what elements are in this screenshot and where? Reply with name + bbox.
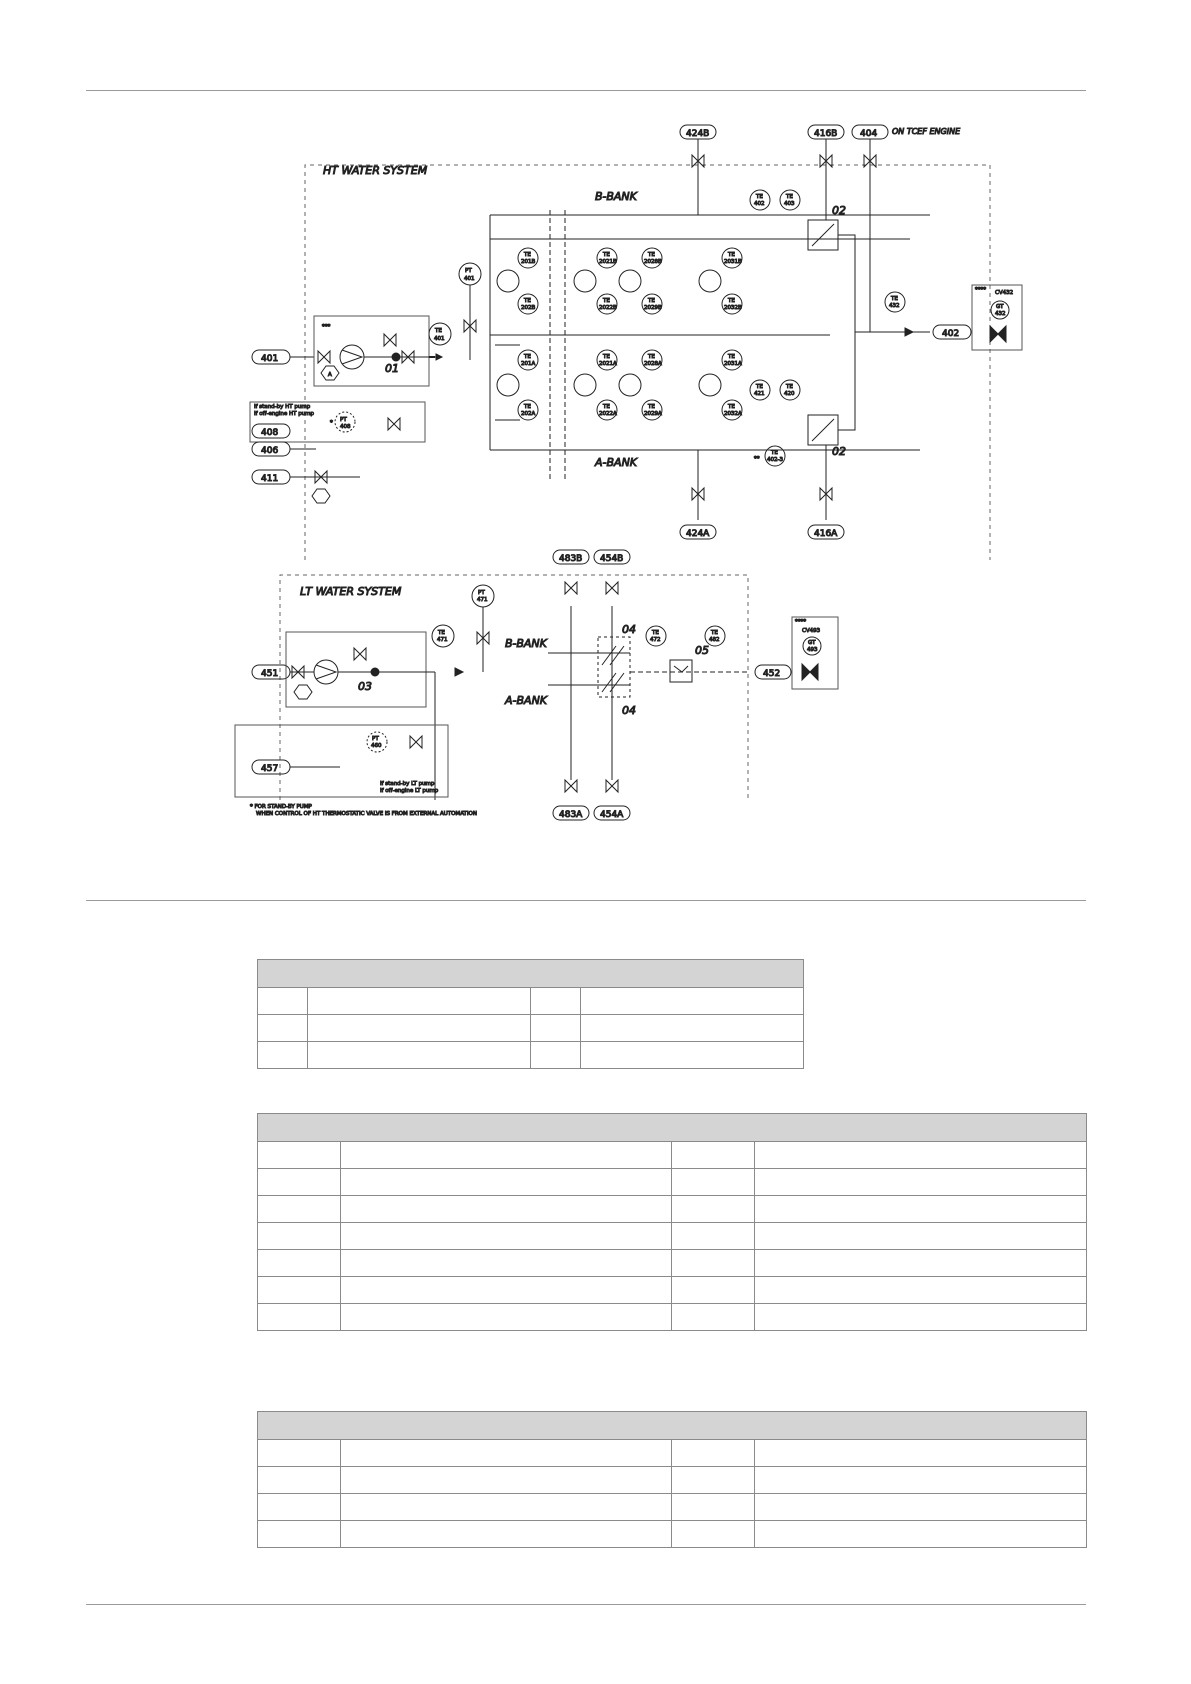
svg-text:TE: TE: [786, 384, 793, 390]
table-row: [258, 1196, 1087, 1223]
svg-text:TE: TE: [603, 404, 610, 410]
svg-text:2029B: 2029B: [644, 305, 662, 311]
svg-text:2021B: 2021B: [599, 259, 617, 265]
te-471: [432, 625, 454, 647]
table-row: [258, 1250, 1087, 1277]
svg-text:406: 406: [261, 446, 279, 456]
svg-text:451: 451: [261, 669, 279, 679]
svg-text:471: 471: [437, 637, 448, 643]
svg-text:*: *: [330, 420, 333, 426]
te-2031a: [722, 350, 742, 370]
te-2028a: [642, 350, 662, 370]
table-row: [258, 1015, 804, 1042]
svg-text:If stand-by LT pump: If stand-by LT pump: [380, 781, 435, 787]
svg-text:TE: TE: [648, 298, 655, 304]
table-2: [257, 1113, 1087, 1331]
svg-text:482: 482: [709, 637, 720, 643]
svg-text:432: 432: [889, 303, 900, 309]
svg-text:CV432: CV432: [995, 290, 1014, 296]
te-472: [646, 626, 666, 646]
svg-text:LT WATER SYSTEM: LT WATER SYSTEM: [300, 585, 402, 598]
svg-text:457: 457: [261, 764, 279, 774]
svg-text:424A: 424A: [686, 529, 710, 539]
te-2021b: [597, 248, 617, 268]
svg-text:TE: TE: [728, 354, 735, 360]
svg-text:TE: TE: [648, 252, 655, 258]
svg-text:TE: TE: [524, 252, 531, 258]
te-2028b: [642, 248, 662, 268]
footer-rule: [86, 1604, 1086, 1605]
svg-text:401: 401: [261, 354, 279, 364]
lt-system: [235, 550, 838, 820]
svg-text:408: 408: [340, 424, 351, 430]
table-row: [258, 1169, 1087, 1196]
svg-text:**: **: [754, 456, 760, 462]
svg-text:402: 402: [754, 201, 765, 207]
svg-text:TE: TE: [603, 252, 610, 258]
svg-text:04: 04: [622, 623, 636, 636]
svg-text:TE: TE: [652, 630, 659, 636]
te-2031b: [722, 248, 742, 268]
svg-text:2028A: 2028A: [644, 361, 662, 367]
lt-pump-icon: [314, 660, 338, 684]
svg-text:CV493: CV493: [802, 628, 821, 634]
svg-text:420: 420: [784, 391, 795, 397]
svg-text:04: 04: [622, 704, 636, 717]
cooler-04: [598, 637, 630, 697]
svg-text:TE: TE: [603, 354, 610, 360]
svg-text:TE: TE: [728, 252, 735, 258]
svg-text:472: 472: [650, 637, 661, 643]
svg-text:TE: TE: [524, 298, 531, 304]
svg-text:02: 02: [832, 445, 846, 458]
te-2029b: [642, 294, 662, 314]
te-202a: [518, 400, 538, 420]
svg-text:B-BANK: B-BANK: [505, 637, 547, 650]
relief-valve-icon: [354, 648, 366, 660]
te-432: [885, 292, 905, 312]
svg-text:2031A: 2031A: [724, 361, 742, 367]
svg-text:460: 460: [371, 743, 382, 749]
table-row: [258, 1142, 1087, 1169]
svg-text:03: 03: [358, 680, 372, 693]
table-row: [258, 1440, 1087, 1467]
table-header: [258, 1412, 1087, 1440]
svg-text:TE: TE: [711, 630, 718, 636]
svg-text:401: 401: [434, 336, 445, 342]
te-2029a: [642, 400, 662, 420]
svg-text:2031B: 2031B: [724, 259, 742, 265]
cv432-valve-icon: [990, 326, 1006, 342]
valve-icon: [318, 351, 330, 363]
svg-text:493: 493: [807, 647, 818, 653]
table-1: [257, 959, 804, 1069]
svg-text:B-BANK: B-BANK: [595, 190, 637, 203]
te-482: [705, 626, 725, 646]
svg-text:432: 432: [995, 311, 1006, 317]
valve-icon: [606, 780, 618, 792]
svg-text:2021A: 2021A: [599, 361, 617, 367]
svg-text:454A: 454A: [600, 810, 624, 820]
table-3: [257, 1411, 1087, 1548]
svg-text:TE: TE: [728, 298, 735, 304]
svg-text:If stand-by HT pump: If stand-by HT pump: [254, 404, 311, 410]
te-2022b: [597, 294, 617, 314]
svg-text:TE: TE: [786, 194, 793, 200]
header-rule: [86, 90, 1086, 91]
svg-text:452: 452: [763, 669, 781, 679]
svg-text:01: 01: [385, 362, 399, 375]
ht-pump-icon: [340, 345, 364, 369]
svg-text:****: ****: [795, 619, 806, 625]
valve-icon: [410, 736, 422, 748]
svg-text:2022B: 2022B: [599, 305, 617, 311]
te-2022a: [597, 400, 617, 420]
svg-text:PT: PT: [340, 417, 347, 423]
svg-text:402: 402: [942, 329, 960, 339]
svg-text:416B: 416B: [814, 129, 838, 139]
svg-text:421: 421: [754, 391, 765, 397]
valve-icon: [565, 582, 577, 594]
svg-text:GT: GT: [808, 640, 816, 646]
table-header: [258, 1114, 1087, 1142]
svg-text:471: 471: [477, 597, 488, 603]
pump-a-icon: [312, 489, 330, 503]
svg-text:A-BANK: A-BANK: [595, 456, 638, 469]
svg-text:2029A: 2029A: [644, 411, 662, 417]
svg-text:* FOR STAND-BY PUMP: * FOR STAND-BY PUMP: [250, 804, 312, 810]
svg-text:PT: PT: [478, 590, 485, 596]
svg-text:If off-engine LT pump: If off-engine LT pump: [380, 788, 439, 794]
svg-text:TE: TE: [438, 630, 445, 636]
svg-text:2032B: 2032B: [724, 305, 742, 311]
svg-text:202B: 202B: [521, 305, 536, 311]
cooling-water-diagram: [230, 120, 1088, 900]
svg-text:411: 411: [261, 474, 279, 484]
svg-text:2028B: 2028B: [644, 259, 662, 265]
svg-text:424B: 424B: [686, 129, 710, 139]
table-row: [258, 1494, 1087, 1521]
lt-pump-box: [286, 632, 426, 707]
svg-text:TE: TE: [891, 296, 898, 302]
table-row: [258, 1304, 1087, 1331]
svg-text:PT: PT: [465, 268, 472, 274]
svg-text:TE: TE: [524, 354, 531, 360]
table-row: [258, 1521, 1087, 1548]
svg-text:454B: 454B: [600, 554, 624, 564]
svg-text:WHEN CONTROL OF HT THERMOSTATI: WHEN CONTROL OF HT THERMOSTATIC VALVE IS FROM EXTERNAL AUTOMATION: [256, 811, 477, 817]
svg-text:2022A: 2022A: [599, 411, 617, 417]
svg-text:TE: TE: [771, 450, 778, 456]
svg-text:201A: 201A: [521, 361, 536, 367]
svg-text:408: 408: [261, 428, 279, 438]
te-403: [780, 190, 800, 210]
svg-text:***: ***: [322, 324, 331, 330]
valve-icon: [606, 582, 618, 594]
te-421: [750, 380, 770, 400]
svg-text:401: 401: [464, 276, 475, 282]
svg-text:****: ****: [975, 287, 986, 293]
svg-text:403: 403: [784, 201, 795, 207]
lt-boundary: [280, 575, 748, 800]
svg-text:TE: TE: [756, 384, 763, 390]
pt-460: [367, 732, 387, 752]
te-402: [750, 190, 770, 210]
svg-text:ON TCEF ENGINE: ON TCEF ENGINE: [892, 127, 961, 136]
svg-text:402-3: 402-3: [767, 457, 783, 463]
svg-text:GT: GT: [996, 304, 1004, 310]
table-row: [258, 988, 804, 1015]
te-420: [780, 380, 800, 400]
table-row: [258, 1042, 804, 1069]
te-402-3: [765, 446, 785, 466]
svg-text:404: 404: [860, 129, 878, 139]
svg-text:TE: TE: [756, 194, 763, 200]
diagram-rule: [86, 900, 1086, 901]
valve-icon: [565, 780, 577, 792]
pump-a-icon: [294, 685, 312, 699]
svg-text:TE: TE: [648, 354, 655, 360]
svg-text:A: A: [328, 372, 332, 378]
table-header: [258, 960, 804, 988]
svg-text:05: 05: [695, 644, 709, 657]
table-row: [258, 1223, 1087, 1250]
ht-system: [250, 125, 1022, 560]
svg-text:2032A: 2032A: [724, 411, 742, 417]
svg-text:TE: TE: [435, 328, 442, 334]
te-202b: [518, 294, 538, 314]
svg-text:A-BANK: A-BANK: [505, 694, 548, 707]
te-201a: [518, 350, 538, 370]
svg-text:TE: TE: [603, 298, 610, 304]
svg-text:TE: TE: [728, 404, 735, 410]
svg-text:If off-engine HT pump: If off-engine HT pump: [254, 411, 315, 417]
pt-471: [472, 585, 494, 607]
svg-text:TE: TE: [648, 404, 655, 410]
valve-icon: [388, 418, 400, 430]
svg-text:483B: 483B: [559, 554, 583, 564]
te-2032a: [722, 400, 742, 420]
cv493-valve-icon: [802, 664, 818, 680]
ht-title: HT WATER SYSTEM: [323, 164, 428, 177]
svg-text:TE: TE: [524, 404, 531, 410]
relief-valve-icon: [384, 334, 396, 346]
svg-text:02: 02: [832, 204, 846, 217]
svg-text:201B: 201B: [521, 259, 536, 265]
table-row: [258, 1467, 1087, 1494]
svg-text:483A: 483A: [559, 810, 583, 820]
table-row: [258, 1277, 1087, 1304]
te-2021a: [597, 350, 617, 370]
svg-text:416A: 416A: [814, 529, 838, 539]
te-201b: [518, 248, 538, 268]
svg-text:PT: PT: [372, 736, 379, 742]
te-2032b: [722, 294, 742, 314]
svg-text:202A: 202A: [521, 411, 536, 417]
